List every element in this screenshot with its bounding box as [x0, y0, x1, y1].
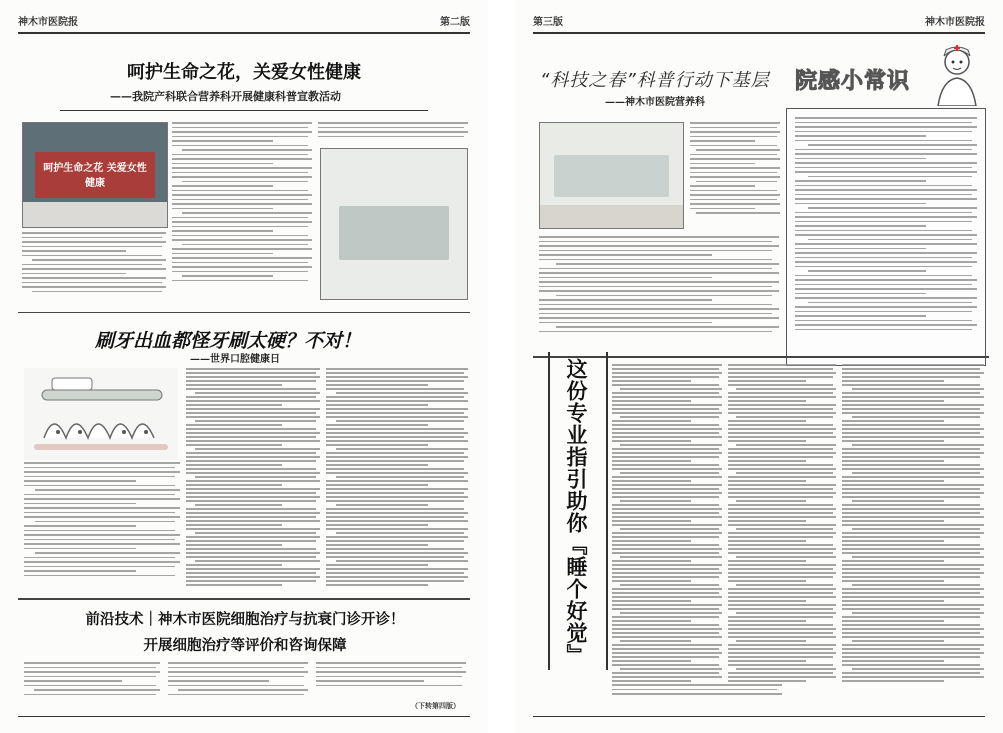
right-article1-col2-text	[539, 236, 779, 348]
left-page-label: 第二版	[440, 17, 470, 28]
article3-col3-text	[316, 662, 466, 694]
right-article2-col3-text	[842, 364, 984, 698]
page-gutter	[488, 0, 515, 733]
right-article2-bottom-text	[612, 684, 782, 700]
right-article1-title: “科技之春”科普行动下基层	[540, 70, 770, 91]
article3-col1-text	[24, 662, 160, 702]
right-article2-col2-text	[728, 364, 836, 698]
left-paper-name: 神木市医院报	[18, 17, 78, 28]
article1-col3-text	[318, 122, 468, 144]
article2-col2-text	[186, 368, 320, 592]
article1-col1-text	[22, 232, 166, 300]
article2-col3-text	[326, 368, 468, 592]
article2-title: 刷牙出血都怪牙刷太硬？不对！	[95, 330, 362, 352]
corner-info-box	[786, 108, 986, 366]
article1-photo-banner	[22, 122, 168, 228]
right-article2-col1-text	[612, 364, 722, 698]
right-bottom-rule	[533, 716, 985, 717]
right-running-head	[533, 8, 985, 34]
left-bottom-rule	[18, 716, 470, 717]
article3-title-line2: 开展细胞治疗等评价和咨询保障	[143, 638, 347, 654]
left-running-head	[18, 8, 470, 34]
nurse-icon	[930, 42, 984, 106]
article1-title: 呵护生命之花，关爱女性健康	[127, 62, 361, 83]
right-article1-col1-text	[690, 122, 780, 228]
article2-col1-text	[24, 462, 180, 592]
article3-continued-note: （下转第四版）	[411, 702, 460, 710]
photo-banner-text: 呵护生命之花 关爱女性健康	[43, 163, 147, 190]
article2-subtitle: ——世界口腔健康日	[190, 354, 280, 365]
article3-col2-text	[168, 662, 308, 702]
corner-title: 院感小常识	[795, 69, 911, 94]
article1-subtitle: ——我院产科联合营养科开展健康科普宣教活动	[110, 90, 341, 103]
right-article1-photo	[539, 122, 684, 229]
toothbrush-illustration	[24, 368, 178, 460]
article1-col2-text	[172, 122, 312, 298]
article1-rule	[60, 110, 428, 111]
right-article1-subtitle: ——神木市医院营养科	[605, 97, 705, 108]
section-divider-1	[18, 312, 470, 313]
corner-info-text	[795, 117, 977, 357]
right-paper-name: 神木市医院报	[925, 17, 985, 28]
section-divider-2	[18, 598, 470, 600]
right-page-label: 第三版	[533, 17, 563, 28]
article3-title-line1: 前沿技术｜神木市医院细胞治疗与抗衰门诊开诊！	[85, 612, 405, 628]
right-article2-vertical-title: 这份专业指引助你『睡个好觉』	[564, 358, 589, 666]
left-page	[0, 0, 488, 733]
article1-photo-meeting	[320, 148, 468, 300]
